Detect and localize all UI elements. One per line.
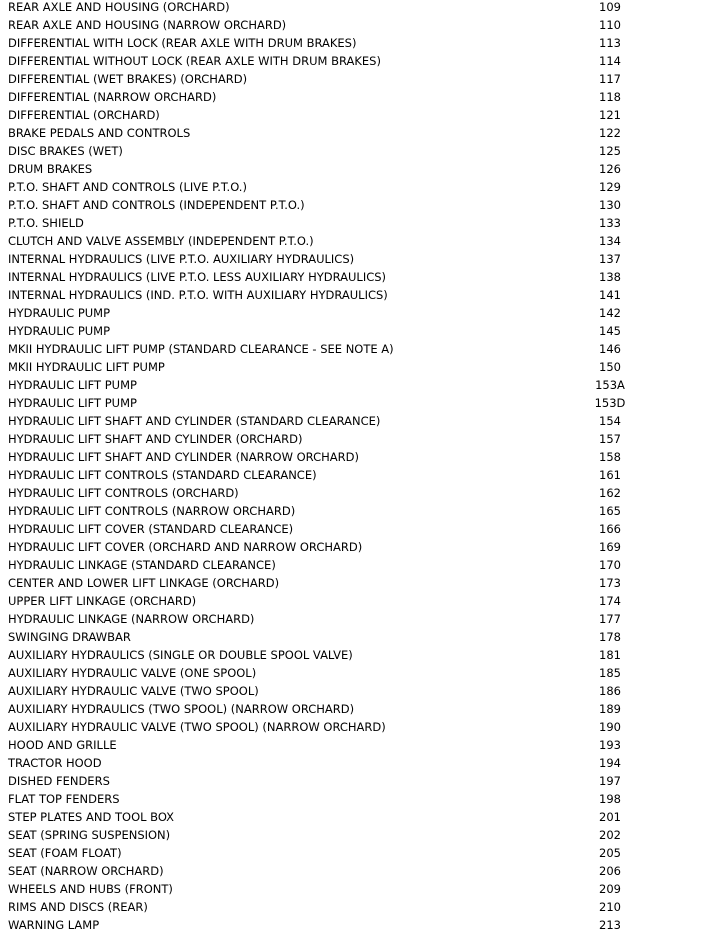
toc-row (0, 286, 721, 304)
toc-entry-title: DIFFERENTIAL (WET BRAKES) (ORCHARD) (8, 72, 248, 86)
toc-page-number: 145 (599, 324, 621, 338)
toc-row (0, 808, 721, 826)
toc-row (0, 430, 721, 448)
toc-page-number: 202 (599, 828, 621, 842)
toc-entry-title: RIMS AND DISCS (REAR) (8, 900, 148, 914)
toc-row (0, 142, 721, 160)
toc-entry-title: WHEELS AND HUBS (FRONT) (8, 882, 173, 896)
toc-page-number: 157 (599, 432, 621, 446)
toc-row (0, 232, 721, 250)
toc-page-number: 142 (599, 306, 621, 320)
toc-page-number: 162 (599, 486, 621, 500)
toc-page-number: 134 (599, 234, 621, 248)
toc-page-number: 174 (599, 594, 621, 608)
toc-row (0, 862, 721, 880)
toc-row (0, 0, 721, 16)
toc-page-number: 146 (599, 342, 621, 356)
toc-page-number: 113 (599, 36, 621, 50)
toc-page-number: 205 (599, 846, 621, 860)
toc-row (0, 646, 721, 664)
toc-entry-title: MKII HYDRAULIC LIFT PUMP (STANDARD CLEARANCE - SEE NOTE A) (8, 342, 394, 356)
toc-page-number: 210 (599, 900, 621, 914)
toc-entry-title: HYDRAULIC LIFT SHAFT AND CYLINDER (ORCHARD) (8, 432, 303, 446)
toc-row (0, 628, 721, 646)
toc-page-number: 193 (599, 738, 621, 752)
toc-page-number: 213 (599, 918, 621, 932)
toc-entry-title: CLUTCH AND VALVE ASSEMBLY (INDEPENDENT P.T.O.) (8, 234, 314, 248)
toc-row (0, 340, 721, 358)
toc-entry-title: STEP PLATES AND TOOL BOX (8, 810, 175, 824)
toc-entry-title: HYDRAULIC LIFT CONTROLS (STANDARD CLEARANCE) (8, 468, 317, 482)
toc-row (0, 250, 721, 268)
toc-page-number: 130 (599, 198, 621, 212)
toc-page-number: 117 (599, 72, 621, 86)
toc-page-number: 206 (599, 864, 621, 878)
toc-page-number: 185 (599, 666, 621, 680)
toc-page-number: 181 (599, 648, 621, 662)
toc-page-number: 177 (599, 612, 621, 626)
toc-page-number: 110 (599, 18, 621, 32)
toc-page-number: 194 (599, 756, 621, 770)
toc-row (0, 304, 721, 322)
toc-row (0, 682, 721, 700)
toc-row (0, 412, 721, 430)
toc-entry-title: INTERNAL HYDRAULICS (LIVE P.T.O. LESS AUXILIARY HYDRAULICS) (8, 270, 387, 284)
toc-row (0, 358, 721, 376)
toc-entry-title: SEAT (FOAM FLOAT) (8, 846, 122, 860)
toc-entry-title: HYDRAULIC LIFT COVER (ORCHARD AND NARROW ORCHARD) (8, 540, 363, 554)
toc-entry-title: UPPER LIFT LINKAGE (ORCHARD) (8, 594, 197, 608)
toc-row (0, 88, 721, 106)
toc-row (0, 520, 721, 538)
toc-entry-title: AUXILIARY HYDRAULIC VALVE (ONE SPOOL) (8, 666, 257, 680)
toc-row (0, 502, 721, 520)
toc-page-number: 170 (599, 558, 621, 572)
toc-entry-title: HOOD AND GRILLE (8, 738, 117, 752)
toc-entry-title: FLAT TOP FENDERS (8, 792, 120, 806)
toc-page-number: 138 (599, 270, 621, 284)
toc-page-number: 129 (599, 180, 621, 194)
toc-entry-title: HYDRAULIC LINKAGE (STANDARD CLEARANCE) (8, 558, 276, 572)
toc-entry-title: DIFFERENTIAL WITH LOCK (REAR AXLE WITH DRUM BRAKES) (8, 36, 357, 50)
toc-entry-title: WARNING LAMP (8, 918, 100, 932)
toc-entry-title: DIFFERENTIAL (NARROW ORCHARD) (8, 90, 217, 104)
toc-page-number: 190 (599, 720, 621, 734)
toc-entry-title: P.T.O. SHAFT AND CONTROLS (LIVE P.T.O.) (8, 180, 247, 194)
toc-entry-title: AUXILIARY HYDRAULICS (SINGLE OR DOUBLE SPOOL VALVE) (8, 648, 353, 662)
toc-row (0, 898, 721, 916)
toc-entry-title: INTERNAL HYDRAULICS (LIVE P.T.O. AUXILIARY HYDRAULICS) (8, 252, 355, 266)
toc-row (0, 70, 721, 88)
toc-entry-title: HYDRAULIC PUMP (8, 324, 111, 338)
toc-entry-title: HYDRAULIC LIFT SHAFT AND CYLINDER (NARROW ORCHARD) (8, 450, 359, 464)
toc-entry-title: BRAKE PEDALS AND CONTROLS (8, 126, 191, 140)
toc-page-number: 153A (595, 378, 625, 392)
toc-row (0, 178, 721, 196)
toc-page-number: 122 (599, 126, 621, 140)
toc-page-number: 150 (599, 360, 621, 374)
toc-row (0, 106, 721, 124)
toc-entry-title: REAR AXLE AND HOUSING (NARROW ORCHARD) (8, 18, 287, 32)
toc-page-number: 114 (599, 54, 621, 68)
toc-entry-title: HYDRAULIC LINKAGE (NARROW ORCHARD) (8, 612, 255, 626)
toc-entry-title: TRACTOR HOOD (8, 756, 102, 770)
toc-entry-title: P.T.O. SHAFT AND CONTROLS (INDEPENDENT P.T.O.) (8, 198, 305, 212)
toc-row (0, 484, 721, 502)
toc-entry-title: DISC BRAKES (WET) (8, 144, 123, 158)
toc-row (0, 376, 721, 394)
toc-page-number: 137 (599, 252, 621, 266)
toc-row (0, 160, 721, 178)
toc-page-number: 141 (599, 288, 621, 302)
toc-entry-title: SEAT (NARROW ORCHARD) (8, 864, 164, 878)
toc-row (0, 214, 721, 232)
toc-row (0, 16, 721, 34)
toc-entry-title: MKII HYDRAULIC LIFT PUMP (8, 360, 165, 374)
toc-row (0, 880, 721, 898)
toc-row (0, 394, 721, 412)
toc-row (0, 322, 721, 340)
toc-row (0, 592, 721, 610)
toc-page-number: 133 (599, 216, 621, 230)
toc-row (0, 772, 721, 790)
toc-row (0, 574, 721, 592)
toc-entry-title: HYDRAULIC LIFT COVER (STANDARD CLEARANCE) (8, 522, 294, 536)
toc-page-number: 125 (599, 144, 621, 158)
toc-entry-title: DRUM BRAKES (8, 162, 93, 176)
toc-entry-title: HYDRAULIC LIFT PUMP (8, 396, 137, 410)
toc-entry-title: AUXILIARY HYDRAULIC VALVE (TWO SPOOL) (NARROW ORCHARD) (8, 720, 386, 734)
toc-entry-title: SWINGING DRAWBAR (8, 630, 131, 644)
toc-page-number: 173 (599, 576, 621, 590)
toc-row (0, 196, 721, 214)
toc-page-number: 161 (599, 468, 621, 482)
toc-row (0, 718, 721, 736)
toc-row (0, 610, 721, 628)
toc-row (0, 700, 721, 718)
toc-page-number: 166 (599, 522, 621, 536)
toc-page-number: 126 (599, 162, 621, 176)
toc-page-number: 186 (599, 684, 621, 698)
toc-page-number: 153D (594, 396, 626, 410)
toc-entry-title: AUXILIARY HYDRAULIC VALVE (TWO SPOOL) (8, 684, 259, 698)
toc-page-number: 178 (599, 630, 621, 644)
toc-page-number: 158 (599, 450, 621, 464)
toc-entry-title: DIFFERENTIAL WITHOUT LOCK (REAR AXLE WITH DRUM BRAKES) (8, 54, 381, 68)
toc-row (0, 538, 721, 556)
toc-row (0, 826, 721, 844)
toc-entry-title: DIFFERENTIAL (ORCHARD) (8, 108, 160, 122)
toc-entry-title: INTERNAL HYDRAULICS (IND. P.T.O. WITH AUXILIARY HYDRAULICS) (8, 288, 388, 302)
toc-page-number: 197 (599, 774, 621, 788)
toc-page-number: 118 (599, 90, 621, 104)
toc-entry-title: REAR AXLE AND HOUSING (ORCHARD) (8, 0, 230, 14)
toc-entry-title: HYDRAULIC LIFT CONTROLS (NARROW ORCHARD) (8, 504, 296, 518)
toc-page-number: 209 (599, 882, 621, 896)
toc-row (0, 916, 721, 934)
toc-page-number: 189 (599, 702, 621, 716)
toc-row (0, 268, 721, 286)
toc-page-number: 165 (599, 504, 621, 518)
toc-page-number: 169 (599, 540, 621, 554)
toc-row (0, 448, 721, 466)
toc-page-number: 154 (599, 414, 621, 428)
toc-entry-title: DISHED FENDERS (8, 774, 110, 788)
toc-row (0, 790, 721, 808)
toc-entry-title: AUXILIARY HYDRAULICS (TWO SPOOL) (NARROW ORCHARD) (8, 702, 355, 716)
toc-row (0, 736, 721, 754)
toc-row (0, 124, 721, 142)
toc-row (0, 556, 721, 574)
toc-entry-title: SEAT (SPRING SUSPENSION) (8, 828, 171, 842)
toc-entry-title: HYDRAULIC LIFT CONTROLS (ORCHARD) (8, 486, 239, 500)
toc-page-number: 109 (599, 0, 621, 14)
toc-row (0, 52, 721, 70)
toc-row (0, 754, 721, 772)
toc-row (0, 466, 721, 484)
toc-row (0, 34, 721, 52)
toc-entry-title: HYDRAULIC LIFT SHAFT AND CYLINDER (STANDARD CLEARANCE) (8, 414, 381, 428)
toc-entry-title: HYDRAULIC LIFT PUMP (8, 378, 137, 392)
toc-page-number: 201 (599, 810, 621, 824)
toc-entry-title: P.T.O. SHIELD (8, 216, 84, 230)
toc-row (0, 844, 721, 862)
toc-entry-title: HYDRAULIC PUMP (8, 306, 111, 320)
toc-page-number: 121 (599, 108, 621, 122)
toc-entry-title: CENTER AND LOWER LIFT LINKAGE (ORCHARD) (8, 576, 280, 590)
toc-page-number: 198 (599, 792, 621, 806)
toc-row (0, 664, 721, 682)
